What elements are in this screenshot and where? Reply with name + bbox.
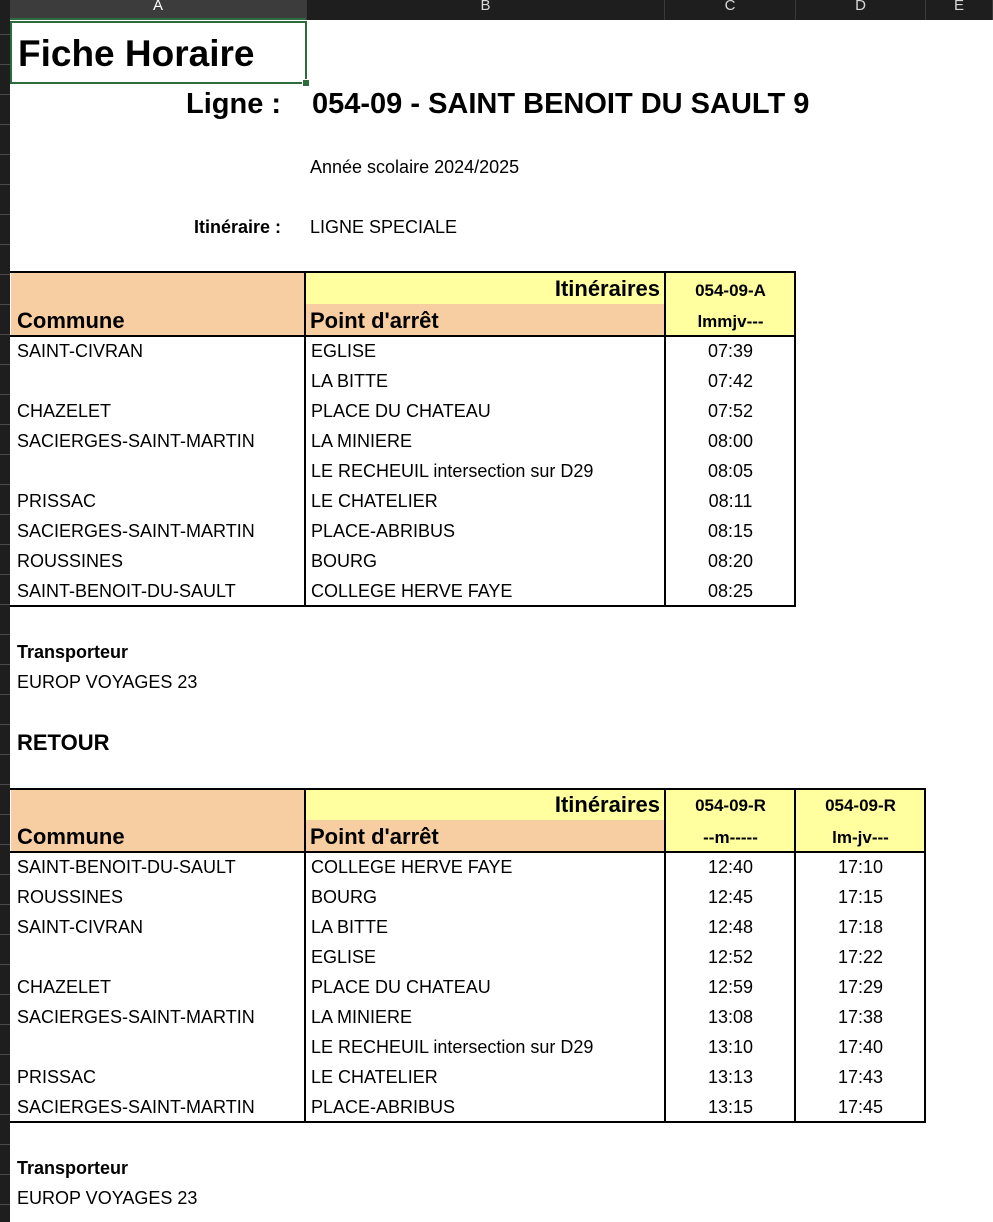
itineraire-label: Itinéraire :: [194, 217, 282, 237]
row-divider: [0, 454, 10, 455]
commune-cell: CHAZELET: [17, 401, 112, 421]
point-arret-cell: LA BITTE: [311, 917, 389, 937]
commune-cell: PRISSAC: [17, 1067, 97, 1087]
row-divider: [0, 484, 10, 485]
commune-cell: SACIERGES-SAINT-MARTIN: [17, 1007, 255, 1027]
retour-course1-code: 054-09-R: [695, 796, 766, 815]
time-cell: 12:45: [707, 887, 754, 907]
point-arret-cell: COLLEGE HERVE FAYE: [311, 581, 513, 601]
commune-cell: ROUSSINES: [17, 887, 124, 907]
row-divider: [0, 304, 10, 305]
aller-course-code: 054-09-A: [695, 281, 766, 300]
commune-cell: SAINT-BENOIT-DU-SAULT: [17, 581, 236, 601]
commune-cell: CHAZELET: [17, 977, 112, 997]
row-divider: [0, 814, 10, 815]
page-title: Fiche Horaire: [18, 33, 255, 74]
row-divider: [0, 334, 10, 335]
row-divider: [0, 964, 10, 965]
point-arret-cell: LA MINIERE: [311, 431, 413, 451]
row-divider: [0, 724, 10, 725]
row-divider: [0, 904, 10, 905]
row-divider: [0, 784, 10, 785]
row-divider: [0, 64, 10, 65]
aller-transporteur-label: Transporteur: [17, 642, 129, 662]
point-arret-cell: LA MINIERE: [311, 1007, 413, 1027]
aller-transporteur-value: EUROP VOYAGES 23: [17, 672, 198, 692]
row-divider: [0, 694, 10, 695]
retour-course2-days: lm-jv---: [832, 828, 889, 847]
point-arret-cell: BOURG: [311, 887, 378, 907]
commune-cell: SACIERGES-SAINT-MARTIN: [17, 431, 255, 451]
point-arret-cell: LE RECHEUIL intersection sur D29: [311, 461, 594, 481]
row-divider: [0, 1054, 10, 1055]
retour-course2-code: 054-09-R: [825, 796, 896, 815]
row-divider: [0, 934, 10, 935]
point-arret-cell: BOURG: [311, 551, 378, 571]
point-arret-cell: PLACE-ABRIBUS: [311, 521, 456, 541]
retour-course1-days: --m-----: [703, 828, 758, 847]
annee-scolaire: Année scolaire 2024/2025: [310, 157, 520, 177]
retour-itineraires-label: Itinéraires: [554, 792, 660, 817]
row-divider: [0, 34, 10, 35]
row-divider: [0, 1204, 10, 1205]
row-divider: [0, 874, 10, 875]
time-cell: 13:13: [707, 1067, 754, 1087]
point-arret-cell: PLACE-ABRIBUS: [311, 1097, 456, 1117]
row-divider: [0, 634, 10, 635]
row-divider: [0, 514, 10, 515]
row-divider: [0, 844, 10, 845]
row-divider: [0, 544, 10, 545]
point-arret-cell: LE CHATELIER: [311, 1067, 438, 1087]
time-cell: 08:25: [707, 581, 754, 601]
row-divider: [0, 1084, 10, 1085]
row-divider: [0, 154, 10, 155]
time-cell: 07:39: [707, 341, 754, 361]
column-header-d[interactable]: D: [796, 0, 926, 20]
column-header-e[interactable]: E: [926, 0, 993, 20]
row-divider: [0, 574, 10, 575]
time-cell: 08:11: [708, 491, 753, 511]
time-cell: 12:52: [707, 947, 754, 967]
commune-cell: SAINT-CIVRAN: [17, 917, 144, 937]
aller-commune-header: Commune: [17, 308, 125, 333]
time-cell: 08:15: [707, 521, 754, 541]
time-cell: 17:45: [837, 1097, 884, 1117]
time-cell: 17:38: [837, 1007, 884, 1027]
row-divider: [0, 994, 10, 995]
column-header-a[interactable]: A: [10, 0, 307, 20]
commune-cell: SAINT-CIVRAN: [17, 341, 144, 361]
point-arret-cell: LE CHATELIER: [311, 491, 438, 511]
time-cell: 17:10: [837, 857, 884, 877]
row-divider: [0, 124, 10, 125]
row-divider: [0, 1174, 10, 1175]
column-header-b[interactable]: B: [307, 0, 665, 20]
time-cell: 08:20: [707, 551, 754, 571]
time-cell: 07:42: [707, 371, 754, 391]
aller-itineraires-label: Itinéraires: [554, 276, 660, 301]
time-cell: 13:08: [707, 1007, 754, 1027]
row-header-strip[interactable]: [0, 20, 10, 1222]
time-cell: 08:05: [707, 461, 754, 481]
commune-cell: SACIERGES-SAINT-MARTIN: [17, 521, 255, 541]
row-divider: [0, 214, 10, 215]
commune-cell: SAINT-BENOIT-DU-SAULT: [17, 857, 236, 877]
row-divider: [0, 1114, 10, 1115]
time-cell: 13:15: [707, 1097, 754, 1117]
retour-title: RETOUR: [17, 730, 110, 755]
fill-handle[interactable]: [302, 79, 310, 87]
row-divider: [0, 664, 10, 665]
column-header-bar: [0, 0, 993, 20]
row-divider: [0, 184, 10, 185]
aller-course-days: lmmjv---: [697, 312, 764, 331]
aller-point-header: Point d'arrêt: [310, 308, 439, 333]
time-cell: 17:40: [837, 1037, 884, 1057]
itineraire-value: LIGNE SPECIALE: [310, 217, 458, 237]
point-arret-cell: PLACE DU CHATEAU: [311, 977, 491, 997]
retour-transporteur-label: Transporteur: [17, 1158, 129, 1178]
commune-cell: ROUSSINES: [17, 551, 124, 571]
retour-commune-header: Commune: [17, 824, 125, 849]
point-arret-cell: EGLISE: [311, 341, 377, 361]
row-divider: [0, 1024, 10, 1025]
ligne-label: Ligne :: [186, 88, 282, 120]
time-cell: 17:15: [837, 887, 884, 907]
retour-transporteur-value: EUROP VOYAGES 23: [17, 1188, 198, 1208]
point-arret-cell: EGLISE: [311, 947, 377, 967]
point-arret-cell: LE RECHEUIL intersection sur D29: [311, 1037, 594, 1057]
time-cell: 07:52: [707, 401, 754, 421]
point-arret-cell: COLLEGE HERVE FAYE: [311, 857, 513, 877]
commune-cell: SACIERGES-SAINT-MARTIN: [17, 1097, 255, 1117]
retour-point-header: Point d'arrêt: [310, 824, 439, 849]
time-cell: 17:22: [837, 947, 884, 967]
row-divider: [0, 1144, 10, 1145]
time-cell: 13:10: [707, 1037, 754, 1057]
row-divider: [0, 94, 10, 95]
row-divider: [0, 424, 10, 425]
row-divider: [0, 364, 10, 365]
ligne-value: 054-09 - SAINT BENOIT DU SAULT 9: [312, 88, 810, 120]
row-divider: [0, 274, 10, 275]
commune-cell: PRISSAC: [17, 491, 97, 511]
point-arret-cell: PLACE DU CHATEAU: [311, 401, 491, 421]
time-cell: 12:40: [707, 857, 754, 877]
column-header-c[interactable]: C: [665, 0, 796, 20]
time-cell: 17:18: [837, 917, 884, 937]
row-divider: [0, 754, 10, 755]
row-divider: [0, 604, 10, 605]
time-cell: 12:59: [707, 977, 754, 997]
time-cell: 12:48: [707, 917, 754, 937]
time-cell: 17:43: [837, 1067, 884, 1087]
point-arret-cell: LA BITTE: [311, 371, 389, 391]
time-cell: 08:00: [707, 431, 754, 451]
time-cell: 17:29: [837, 977, 884, 997]
row-divider: [0, 244, 10, 245]
row-divider: [0, 394, 10, 395]
